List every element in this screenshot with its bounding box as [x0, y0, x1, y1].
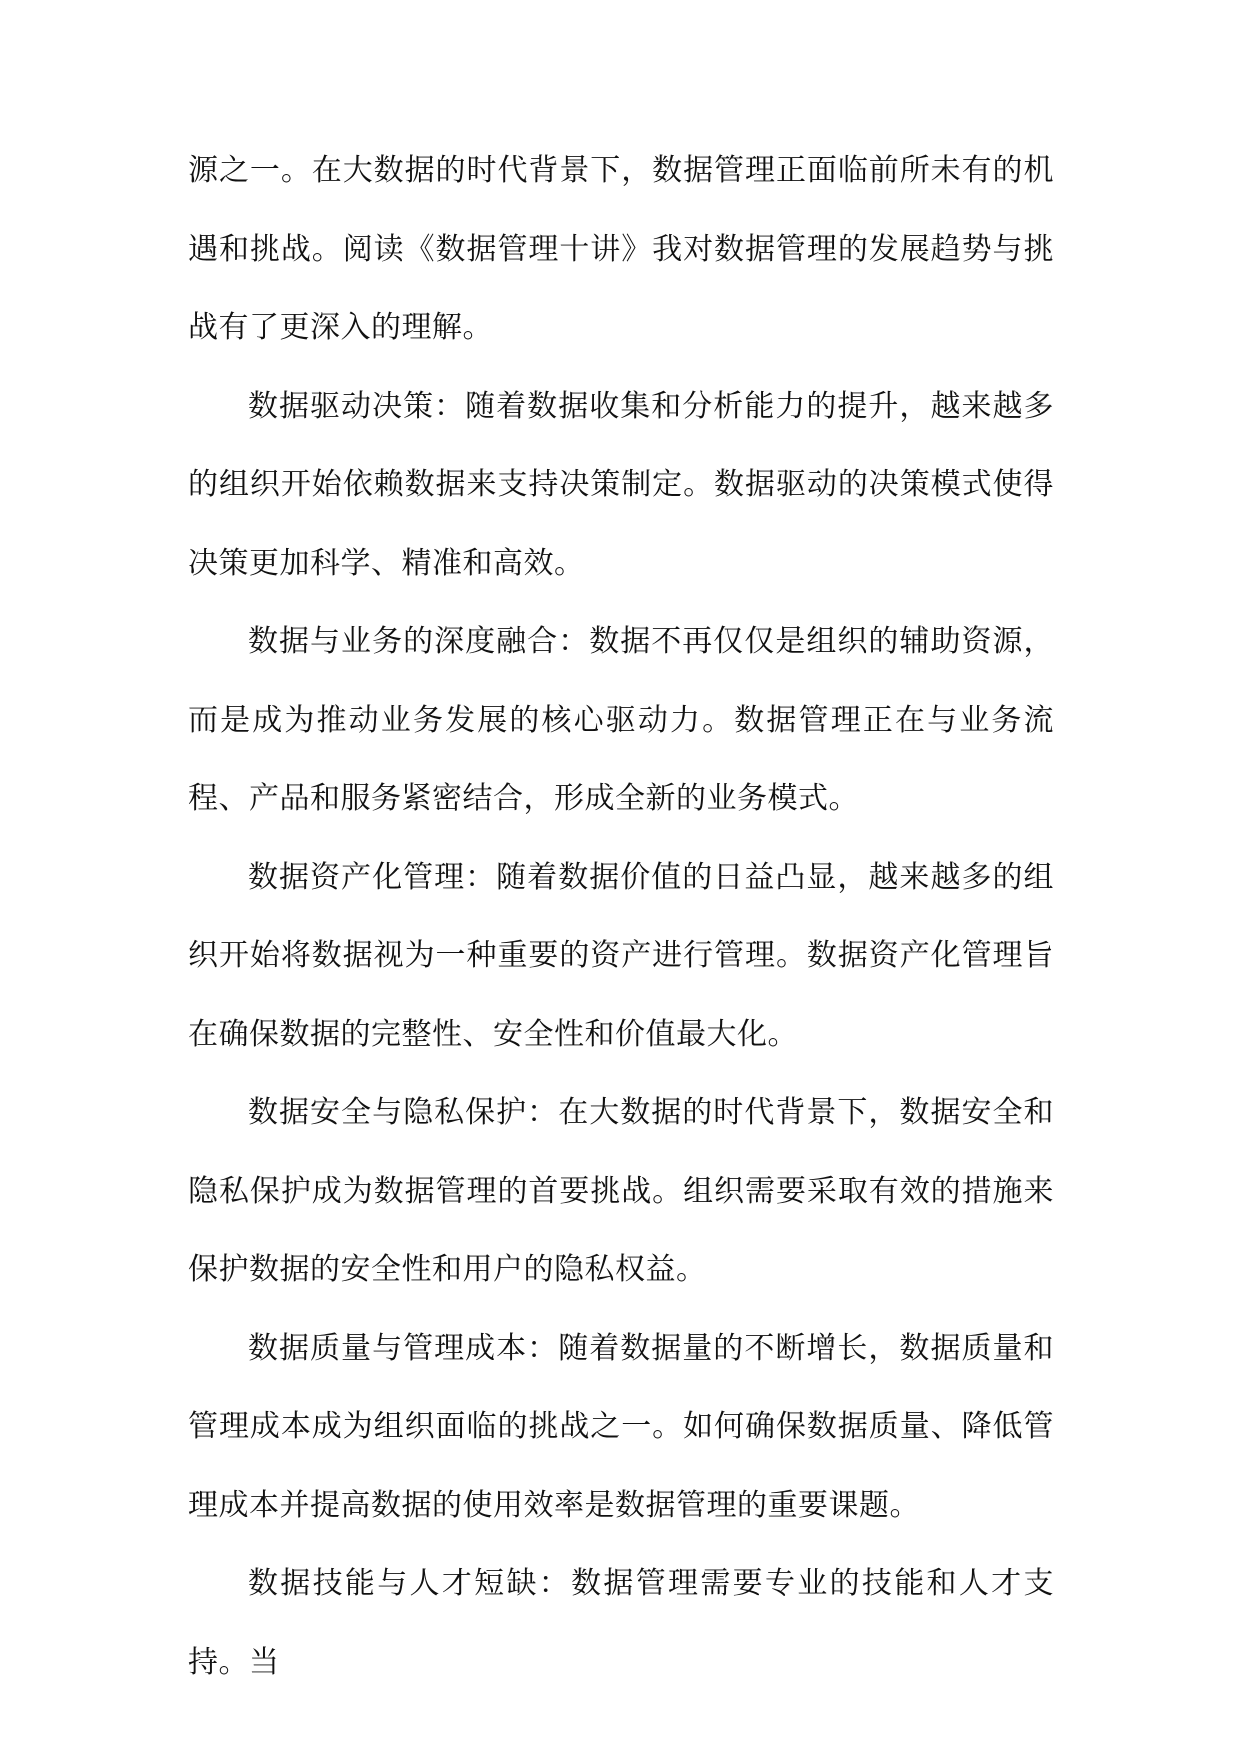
- paragraph-data-business-fusion: 数据与业务的深度融合：数据不再仅仅是组织的辅助资源，而是成为推动业务发展的核心驱动力。数据管理正在与业务流程、产品和服务紧密结合，形成全新的业务模式。: [188, 624, 1054, 816]
- paragraph-data-quality-cost: 数据质量与管理成本：随着数据量的不断增长，数据质量和管理成本成为组织面临的挑战之一。如何确保数据质量、降低管理成本并提高数据的使用效率是数据管理的重要课题。: [188, 1330, 1054, 1523]
- paragraph-data-driven-decision: 数据驱动决策：随着数据收集和分析能力的提升，越来越多的组织开始依赖数据来支持决策制定。数据驱动的决策模式使得决策更加科学、精准和高效。: [188, 388, 1054, 581]
- paragraph-data-asset-management: 数据资产化管理：随着数据价值的日益凸显，越来越多的组织开始将数据视为一种重要的资产进行管理。数据资产化管理旨在确保数据的完整性、安全性和价值最大化。: [188, 859, 1054, 1052]
- paragraph-data-skills-talent: 数据技能与人才短缺：数据管理需要专业的技能和人才支持。当: [188, 1566, 1054, 1680]
- paragraph-intro: 源之一。在大数据的时代背景下，数据管理正面临前所未有的机遇和挑战。阅读《数据管理十讲》我对数据管理的发展趋势与挑战有了更深入的理解。: [188, 153, 1054, 345]
- document-page: [188, 132, 1054, 1702]
- paragraph-data-security-privacy: 数据安全与隐私保护：在大数据的时代背景下，数据安全和隐私保护成为数据管理的首要挑战。组织需要采取有效的措施来保护数据的安全性和用户的隐私权益。: [188, 1095, 1054, 1287]
